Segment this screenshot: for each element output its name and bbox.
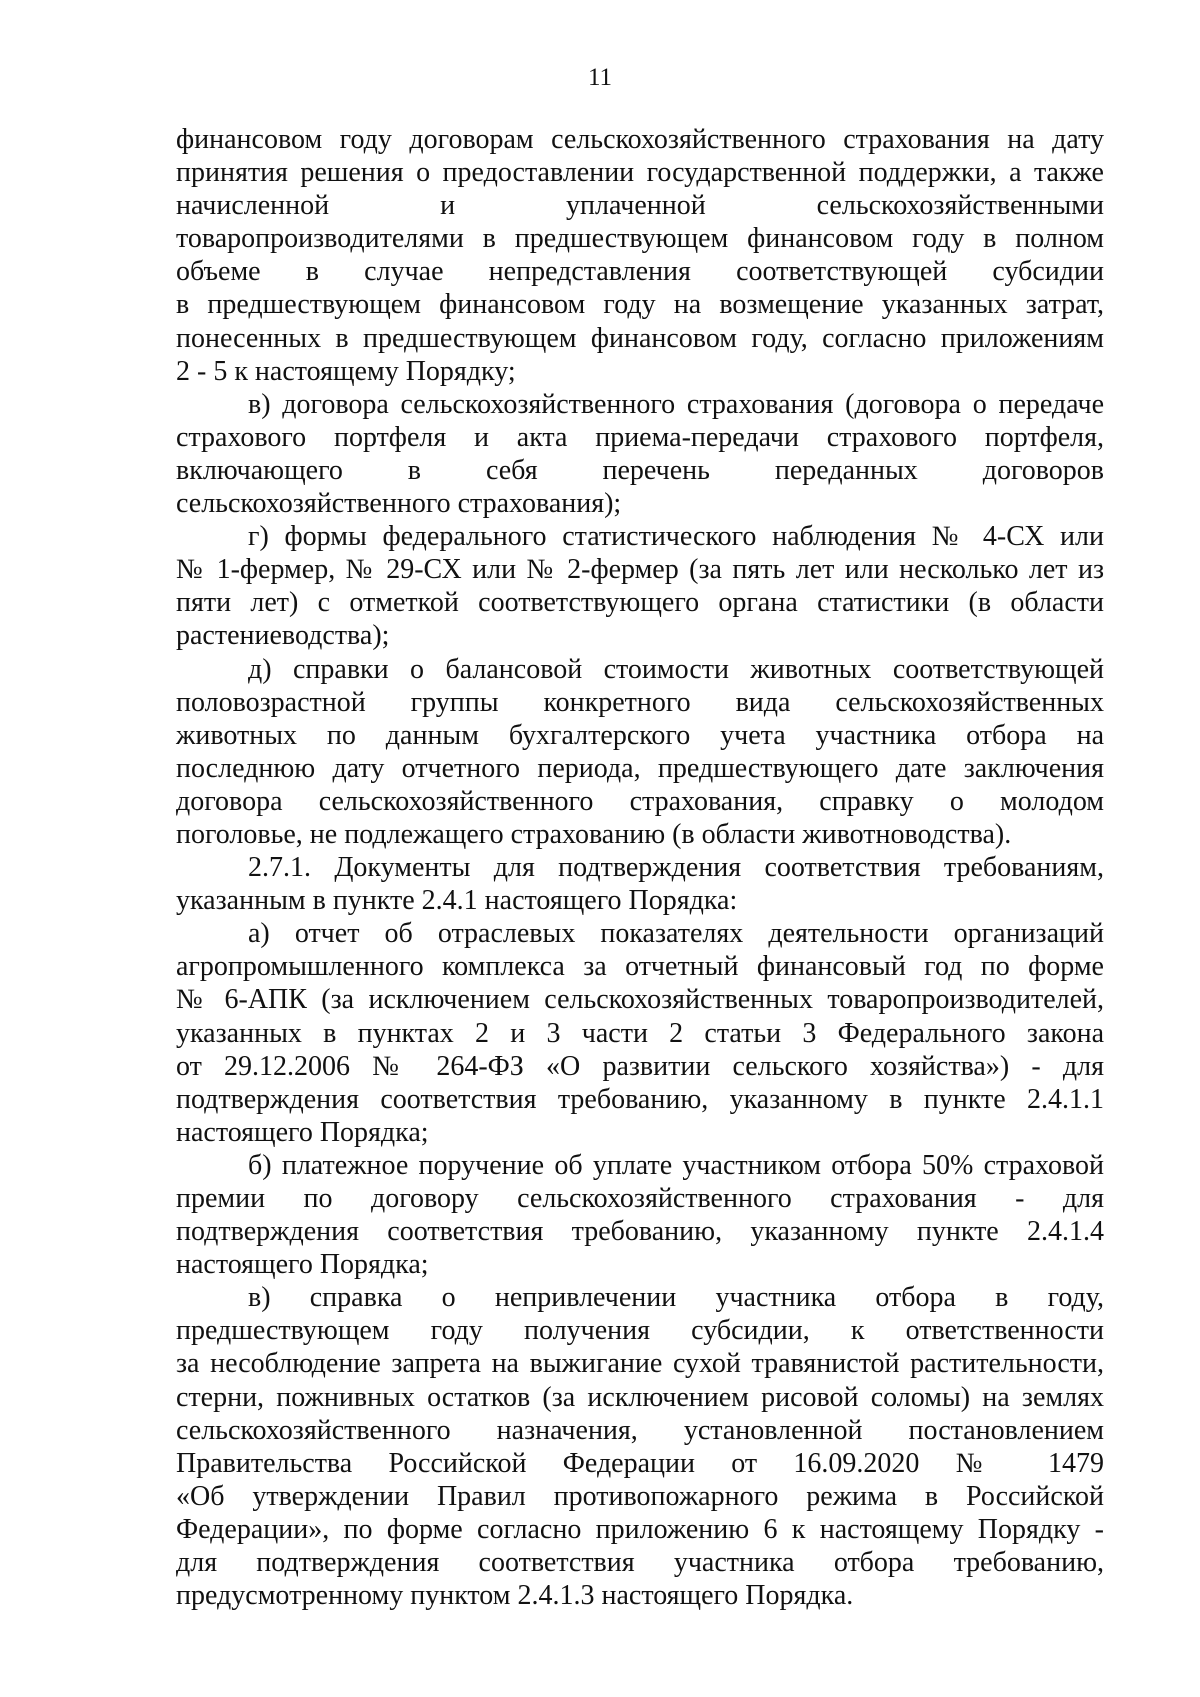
text-line: подтверждения соответствия требованию, указанному в пункте 2.4.1.1	[176, 1083, 1104, 1115]
text-line: последнюю дату отчетного периода, предшествующего дате заключения	[176, 752, 1104, 784]
text-line: № 6-АПК (за исключением сельскохозяйственных товаропроизводителей,	[176, 984, 1104, 1016]
text-line: д) справки о балансовой стоимости животных соответствующей	[248, 653, 1104, 685]
text-line: сельскохозяйственного назначения, установленной постановлением	[176, 1414, 1104, 1446]
text-line: за несоблюдение запрета на выжигание сухой травянистой растительности,	[176, 1348, 1104, 1380]
document-body	[176, 123, 1104, 1612]
text-line: товаропроизводителями в предшествующем финансовом году в полном	[176, 223, 1104, 255]
text-line: настоящего Порядка;	[176, 1249, 429, 1281]
text-line: понесенных в предшествующем финансовом году, согласно приложениям	[176, 322, 1104, 354]
text-line: пяти лет) с отметкой соответствующего органа статистики (в области	[176, 587, 1104, 619]
text-line: включающего в себя перечень переданных договоров	[176, 454, 1104, 486]
text-line: договора сельскохозяйственного страхования, справку о молодом	[176, 785, 1104, 817]
text-line: страхового портфеля и акта приема-передачи страхового портфеля,	[176, 421, 1104, 453]
page-number: 11	[587, 64, 613, 91]
text-line: подтверждения соответствия требованию, указанному пункте 2.4.1.4	[176, 1216, 1104, 1248]
paragraph-item-b	[176, 1149, 1104, 1281]
text-line: предшествующем году получения субсидии, к ответственности	[176, 1315, 1104, 1347]
text-line: сельскохозяйственного страхования);	[176, 488, 622, 520]
text-line: № 1-фермер, № 29-СХ или № 2-фермер (за пять лет или несколько лет из	[176, 554, 1104, 586]
text-line: предусмотренному пунктом 2.4.1.3 настоящего Порядка.	[176, 1580, 854, 1612]
text-line: г) формы федерального статистического наблюдения № 4-СХ или	[248, 521, 1104, 553]
text-line: животных по данным бухгалтерского учета участника отбора на	[176, 719, 1104, 751]
text-line: в предшествующем финансовом году на возмещение указанных затрат,	[176, 289, 1104, 321]
text-line: указанным в пункте 2.4.1 настоящего Порядка:	[176, 885, 738, 917]
text-line: от 29.12.2006 № 264-ФЗ «О развитии сельского хозяйства») - для	[176, 1050, 1104, 1082]
text-line: агропромышленного комплекса за отчетный финансовый год по форме	[176, 951, 1104, 983]
text-line: объеме в случае непредставления соответствующей субсидии	[176, 256, 1104, 288]
text-line: принятия решения о предоставлении государственной поддержки, а также	[176, 157, 1104, 189]
text-line: финансовом году договорам сельскохозяйственного страхования на дату	[176, 124, 1104, 155]
paragraph-item-v	[176, 388, 1104, 520]
text-line: Правительства Российской Федерации от 16.09.2020 № 1479	[176, 1447, 1104, 1479]
text-line: премии по договору сельскохозяйственного страхования - для	[176, 1183, 1104, 1214]
text-line: «Об утверждении Правил противопожарного режима в Российской	[176, 1480, 1104, 1512]
paragraph-item-g	[176, 520, 1104, 652]
text-line: 2 - 5 к настоящему Порядку;	[176, 355, 516, 387]
text-line: а) отчет об отраслевых показателях деятельности организаций	[248, 918, 1104, 950]
text-line: растениеводства);	[176, 620, 390, 652]
text-line: в) справка о непривлечении участника отбора в году,	[248, 1282, 1104, 1314]
text-line: поголовье, не подлежащего страхованию (в области животноводства).	[176, 818, 1012, 850]
text-line: стерни, пожнивных остатков (за исключением рисовой соломы) на землях	[176, 1381, 1104, 1413]
text-line: Федерации», по форме согласно приложению 6 к настоящему Порядку -	[176, 1513, 1104, 1545]
text-line: настоящего Порядка;	[176, 1116, 429, 1148]
text-line: 2.7.1. Документы для подтверждения соответствия требованиям,	[248, 852, 1104, 884]
text-line: в) договора сельскохозяйственного страхования (договора о передаче	[248, 388, 1104, 420]
text-line: начисленной и уплаченной сельскохозяйственными	[176, 190, 1104, 222]
paragraph-item-d	[176, 653, 1104, 852]
paragraph-continuation	[176, 123, 1104, 388]
text-line: б) платежное поручение об уплате участником отбора 50% страховой	[248, 1149, 1104, 1181]
paragraph-2-7-1	[176, 851, 1104, 917]
text-line: для подтверждения соответствия участника отбора требованию,	[176, 1547, 1104, 1579]
text-line: указанных в пунктах 2 и 3 части 2 статьи 3 Федерального закона	[176, 1017, 1104, 1049]
paragraph-item-a	[176, 917, 1104, 1149]
text-line: половозрастной группы конкретного вида сельскохозяйственных	[176, 686, 1104, 718]
paragraph-item-v-2	[176, 1281, 1104, 1612]
